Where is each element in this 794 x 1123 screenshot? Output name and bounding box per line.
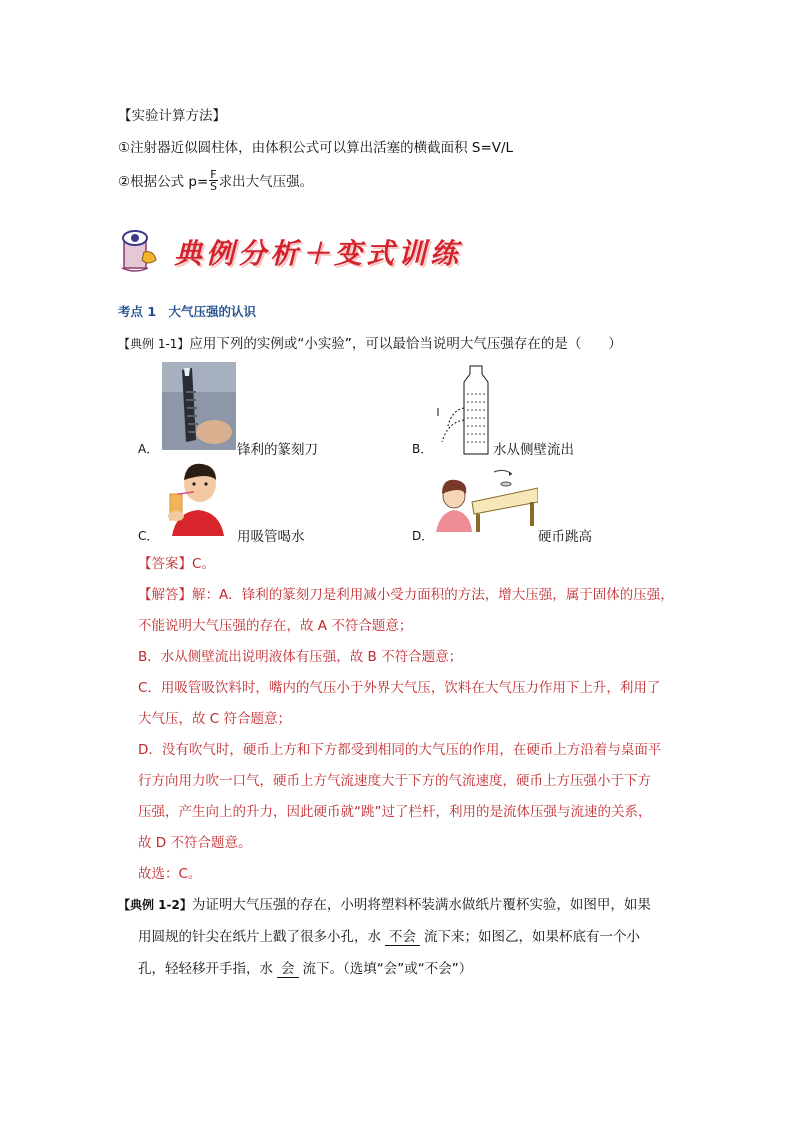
pressure-formula-fraction — [209, 169, 217, 192]
q2-text-3b: 流下。（选填“会”或“不会”） — [302, 961, 473, 977]
analysis-line-6: D．没有吹气时，硬币上方和下方都受到相同的大气压的作用，在硬币上方沿着与桌面平 — [138, 742, 662, 758]
section-heading: 考点 1 大气压强的认识 — [118, 304, 257, 319]
fraction-numerator: F — [210, 167, 217, 181]
analysis-line-4: C．用吸管吸饮料时，嘴内的气压小于外界大气压，饮料在大气压力作用下上升，利用了 — [138, 680, 661, 696]
q2-text-3a: 孔，轻轻移开手指，水 — [138, 961, 273, 977]
analysis-line-1: 【解答】解：A．锋利的篆刻刀是利用减小受力面积的方法，增大压强，属于固体的压强， — [138, 587, 674, 603]
analysis-line-3: B．水从侧壁流出说明液体有压强，故 B 不符合题意； — [138, 649, 463, 665]
option-c-letter: C． — [138, 529, 159, 543]
q1-question — [118, 332, 622, 352]
option-b-caption: 水从侧壁流出 — [493, 442, 574, 458]
fraction-denominator: S — [209, 179, 217, 193]
method-title: 【实验计算方法】 — [118, 108, 226, 124]
bottle-water-image — [430, 364, 496, 456]
analysis-line-2: 不能说明大气压强的存在，故 A 不符合题意； — [138, 618, 413, 634]
q2-blank-1: 不会 — [385, 925, 420, 946]
q2-blank-2: 会 — [277, 957, 299, 978]
q2-line-1 — [118, 893, 651, 913]
scroll-eye-icon — [118, 226, 166, 274]
carving-knife-image — [162, 362, 236, 450]
analysis-line-10: 故选：C。 — [138, 866, 202, 882]
q1-answer: 【答案】C。 — [138, 556, 215, 572]
option-c-caption: 用吸管喝水 — [237, 529, 305, 545]
coin-jump-image — [432, 462, 538, 532]
q2-text-2b: 流下来；如图乙，如果杯底有一个小 — [424, 929, 640, 945]
option-a-letter: A． — [138, 442, 159, 456]
q2-text-1: 为证明大气压强的存在，小明将塑料杯装满水做纸片覆杯实验，如图甲，如果 — [191, 897, 651, 913]
method-line-2-prefix: ②根据公式 p= — [118, 174, 209, 190]
method-line-1: ①注射器近似圆柱体，由体积公式可以算出活塞的横截面积 S=V/L — [118, 140, 514, 156]
q1-text: 应用下列的实例或“小实验”，可以最恰当说明大气压强存在的是（ ） — [189, 336, 622, 352]
analysis-line-8: 压强，产生向上的升力，因此硬币就“跳”过了栏杆，利用的是流体压强与流速的关系， — [138, 804, 652, 820]
q2-text-2a: 用圆规的针尖在纸片上戳了很多小孔，水 — [138, 929, 381, 945]
option-b-letter: B． — [412, 442, 433, 456]
method-line-2 — [118, 162, 313, 198]
option-d-caption: 硬币跳高 — [538, 529, 592, 545]
banner-title: 典例分析＋变式训练 — [174, 237, 463, 270]
option-d-letter: D． — [412, 529, 434, 543]
method-line-2-suffix: 求出大气压强。 — [218, 174, 314, 190]
q2-line-3 — [138, 957, 472, 978]
section-banner — [118, 226, 463, 274]
analysis-line-9: 故 D 不符合题意。 — [138, 835, 252, 851]
option-a-caption: 锋利的篆刻刀 — [237, 442, 318, 458]
q1-tag: 【典例 1-1】 — [118, 337, 190, 351]
q2-tag: 【典例 1-2】 — [118, 898, 192, 912]
q2-line-2 — [138, 925, 640, 946]
analysis-line-5: 大气压，故 C 符合题意； — [138, 711, 292, 727]
analysis-line-7: 行方向用力吹一口气，硬币上方气流速度大于下方的气流速度，硬币上方压强小于下方 — [138, 773, 651, 789]
boy-drinking-image — [162, 460, 234, 536]
